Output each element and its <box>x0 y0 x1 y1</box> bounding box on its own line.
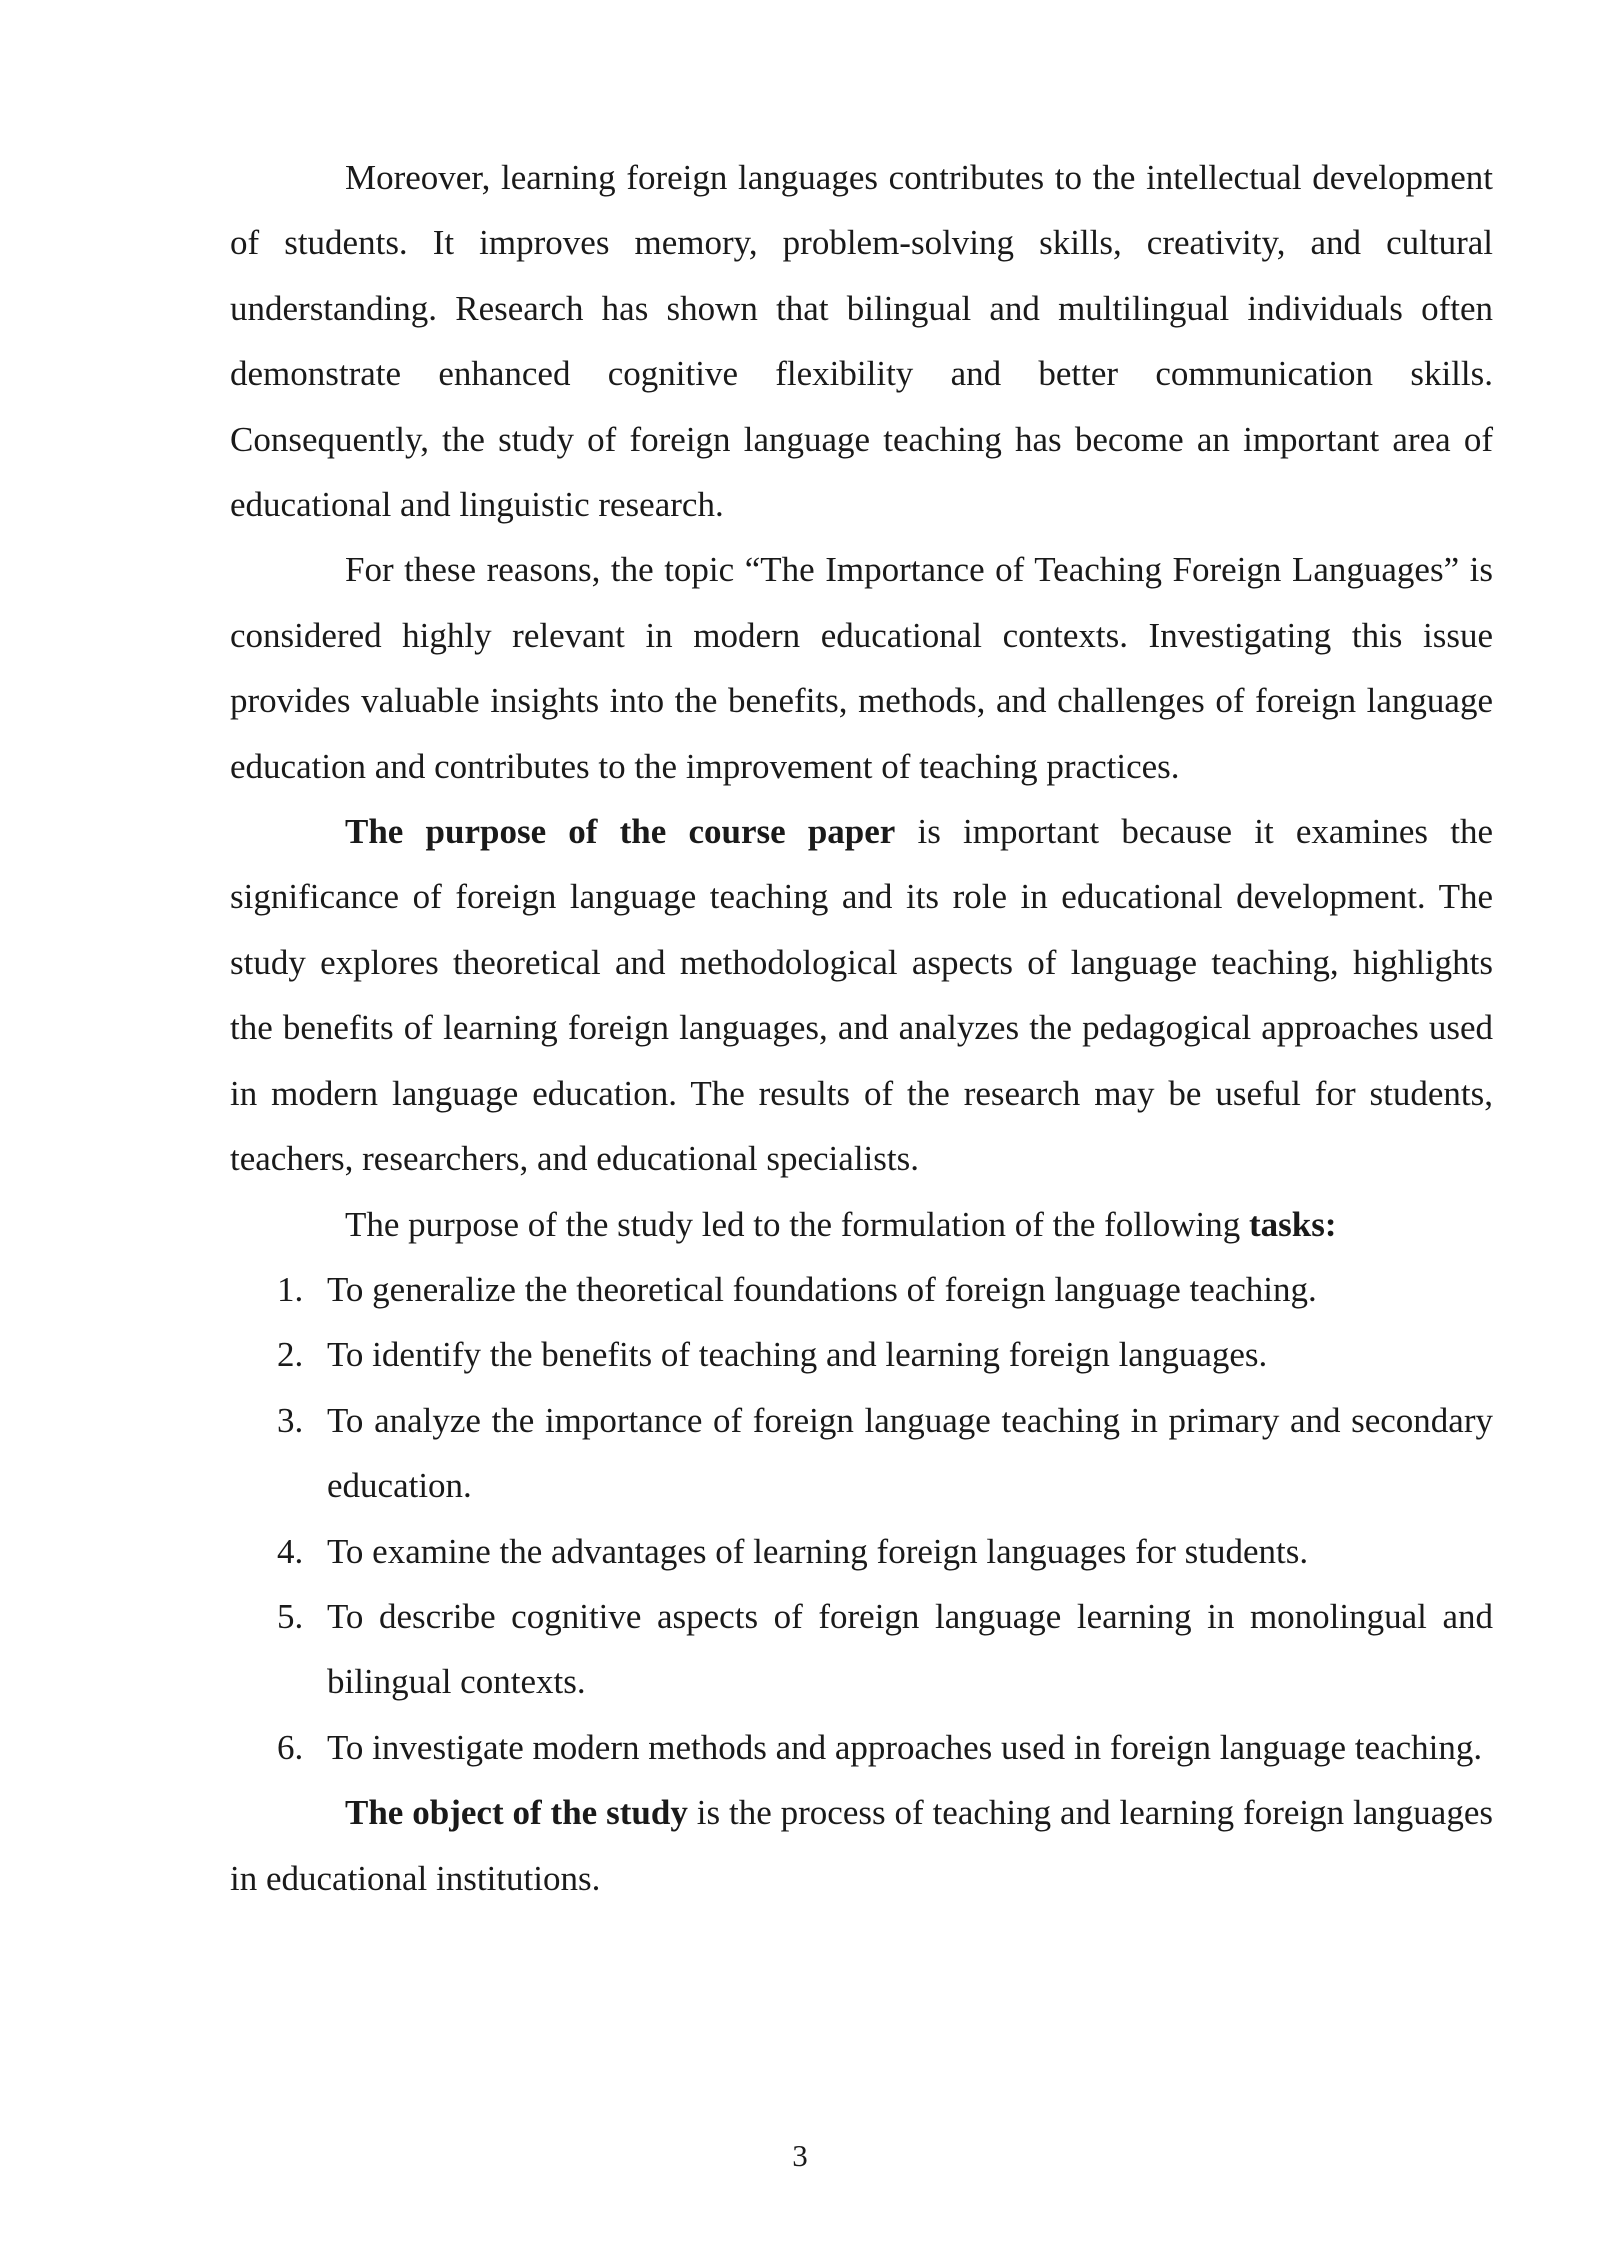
object-heading: The object of the study <box>345 1793 688 1833</box>
list-item-text: To examine the advantages of learning foreign languages for students. <box>327 1531 1309 1571</box>
list-item-number: 6. <box>277 1727 304 1767</box>
paragraph-purpose <box>230 799 1493 1191</box>
list-item-number: 4. <box>277 1531 304 1571</box>
purpose-heading: The purpose of the course paper <box>345 812 896 852</box>
list-item-number: 3. <box>277 1400 304 1440</box>
list-item-text: To identify the benefits of teaching and learning foreign languages. <box>327 1335 1268 1375</box>
page-number: 3 <box>792 2138 808 2173</box>
paragraph-tasks-intro <box>230 1192 1493 1257</box>
list-item-number: 2. <box>277 1335 304 1375</box>
task-list <box>230 1257 1493 1780</box>
tasks-heading: tasks: <box>1248 1204 1337 1244</box>
list-item-text: To analyze the importance of foreign language teaching in primary and secondary education. <box>327 1400 1493 1506</box>
paragraph-object-of-study <box>230 1780 1493 1911</box>
list-item <box>230 1388 1493 1519</box>
paragraph-topic-relevance: For these reasons, the topic “The Importance of Teaching Foreign Languages” is considered highly relevant in modern educational contexts. Investigating this issue provides valuable insights into the benefits, methods, and challenges of foreign language education and contributes to the improvement of teaching practices. <box>230 550 1493 786</box>
tasks-intro-text: The purpose of the study led to the formulation of the following <box>345 1204 1249 1244</box>
list-item <box>230 1257 1493 1322</box>
object-text: is the process of teaching and learning foreign languages in educational institutions. <box>230 1793 1493 1898</box>
list-item-number: 1. <box>277 1269 304 1309</box>
document-body <box>230 145 1493 1911</box>
list-item <box>230 1584 1493 1715</box>
list-item-text: To generalize the theoretical foundations of foreign language teaching. <box>327 1269 1317 1309</box>
list-item <box>230 1519 1493 1584</box>
list-item <box>230 1715 1493 1780</box>
list-item-text: To describe cognitive aspects of foreign language learning in monolingual and bilingual contexts. <box>327 1596 1493 1702</box>
paragraph-intellectual-development: Moreover, learning foreign languages contributes to the intellectual development of students. It improves memory, problem-solving skills, creativity, and cultural understanding. Research has shown that bilingual and multilingual individuals often demonstrate enhanced cognitive flexibility and better communication skills. Consequently, the study of foreign language teaching has become an important area of educational and linguistic research. <box>230 158 1493 525</box>
list-item-text: To investigate modern methods and approaches used in foreign language teaching. <box>327 1727 1483 1767</box>
list-item <box>230 1322 1493 1387</box>
purpose-text: is important because it examines the significance of foreign language teaching and its role in educational development. The study explores theoretical and methodological aspects of language teaching, highlights the benefits of learning foreign languages, and analyzes the pedagogical approaches used in modern language education. The results of the research may be useful for students, teachers, researchers, and educational specialists. <box>230 812 1493 1179</box>
list-item-number: 5. <box>277 1596 304 1636</box>
